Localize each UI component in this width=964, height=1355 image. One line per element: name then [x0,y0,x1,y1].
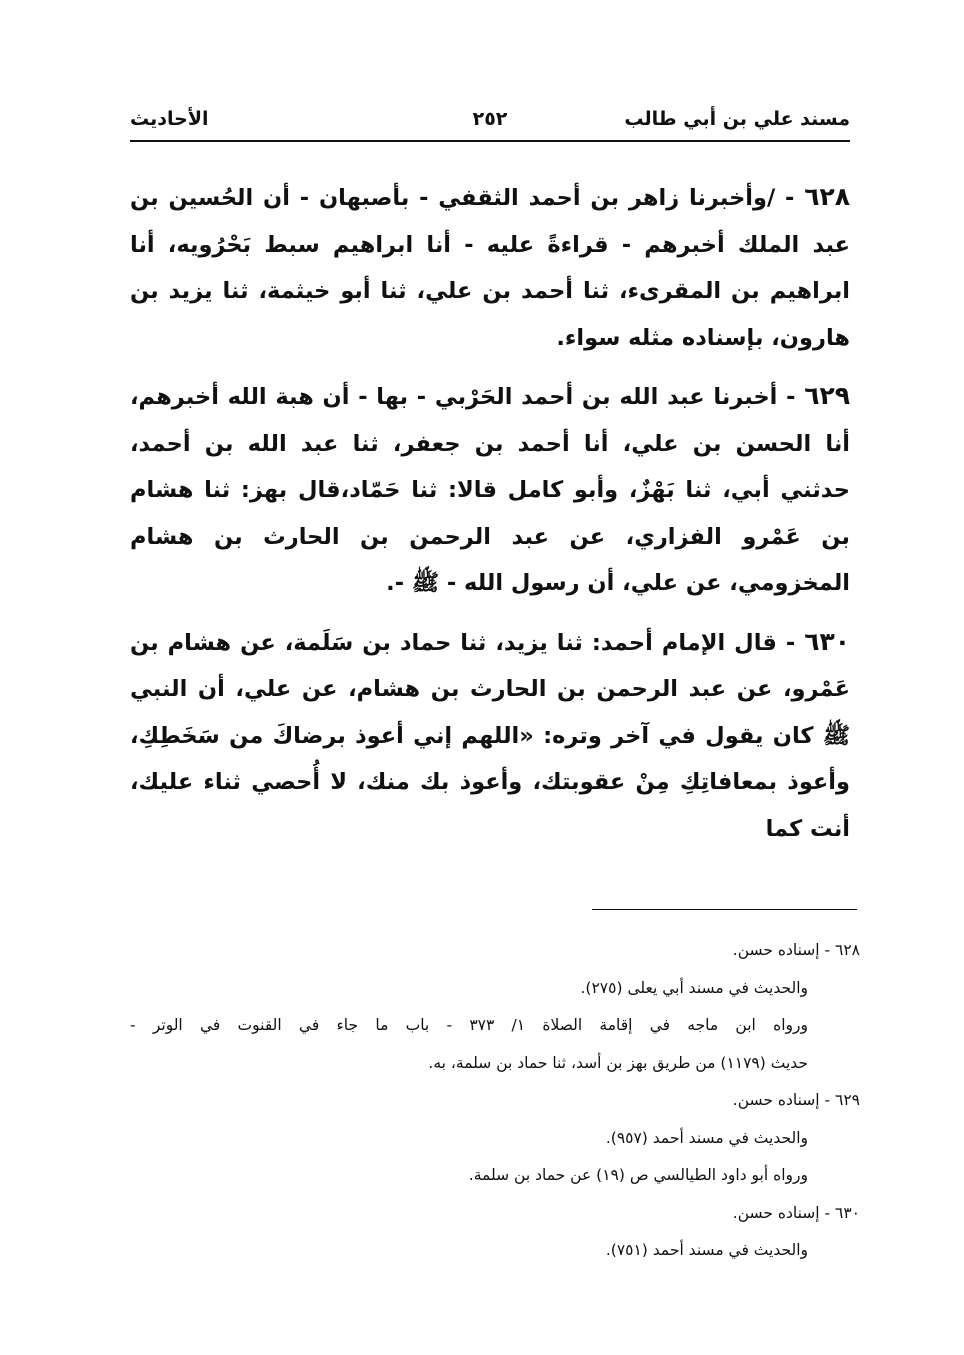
footnotes [130,932,860,1270]
hadith-text: - أخبرنا عبد الله بن أحمد الحَرْبي - بها - أن هبة الله أخبرهم، أنا الحسن بن علي، أنا أحمد بن جعفر، ثنا عبد الله بن أحمد، حدثني أبي، ثنا بَهْزٌ، وأبو كامل قالا: ثنا حَمّاد،قال بهز: ثنا هشام بن عَمْرو الفزاري، عن عبد الرحمن بن الحارث بن هشام المخزومي، عن علي، أن رسول الله - ﷺ -. [130,384,850,596]
hadith-text: - قال الإمام أحمد: ثنا يزيد، ثنا حماد بن سَلَمة، عن هشام بن عَمْرو، عن عبد الرحمن بن الحارث بن هشام، عن علي، أن النبي ﷺ كان يقول في آخر وتره: «اللهم إني أعوذ برضاكَ من سَخَطِكِ، وأعوذ بمعافاتِكِ مِنْ عقوبتك، وأعوذ بك منك، لا أُحصي ثناء عليك، أنت كما [130,629,850,842]
main-text [130,174,850,864]
page-header [130,104,850,142]
section-title: الأحاديث [130,108,209,130]
hadith-number: ٦٢٩ [804,381,850,410]
hadith-number: ٦٢٨ [804,182,850,211]
footnote-line: والحديث في مسند أحمد (٩٥٧). [605,1128,808,1147]
footnote-line: حديث (١١٧٩) من طريق بهز بن أسد، ثنا حماد بن سلمة، به. [428,1053,808,1072]
hadith-628 [130,174,850,361]
footnote-line: ورواه أبو داود الطيالسي ص (١٩) عن حماد بن سلمة. [468,1166,808,1184]
footnote-line: ٦٣٠ - إسناده حسن. [732,1203,860,1222]
footnote-line: ورواه ابن ماجه في إقامة الصلاة ١/ ٣٧٣ - باب ما جاء في القنوت في الوتر - [130,1016,808,1034]
footnote-line: والحديث في مسند أبي يعلى (٢٧٥). [580,978,808,997]
hadith-630 [130,619,850,853]
hadith-text: - /وأخبرنا زاهر بن أحمد الثقفي - بأصبهان - أن الحُسين بن عبد الملك أخبرهم - قراءةً عليه - أنا ابراهيم سبط بَحْرُويه، أنا ابراهيم بن المقرىء، ثنا أحمد بن علي، ثنا أبو خيثمة، ثنا يزيد بن هارون، بإسناده مثله سواء. [130,185,850,351]
footnote-line: ٦٢٨ - إسناده حسن. [732,941,860,959]
book-title: مسند علي بن أبي طالب [624,108,850,130]
footnote-separator [592,909,857,910]
footnote-line: والحديث في مسند أحمد (٧٥١). [605,1241,808,1259]
page-number: ٢٥٢ [472,108,508,130]
hadith-number: ٦٣٠ [804,626,850,656]
hadith-629 [130,373,850,607]
footnote-line: ٦٢٩ - إسناده حسن. [732,1091,860,1109]
